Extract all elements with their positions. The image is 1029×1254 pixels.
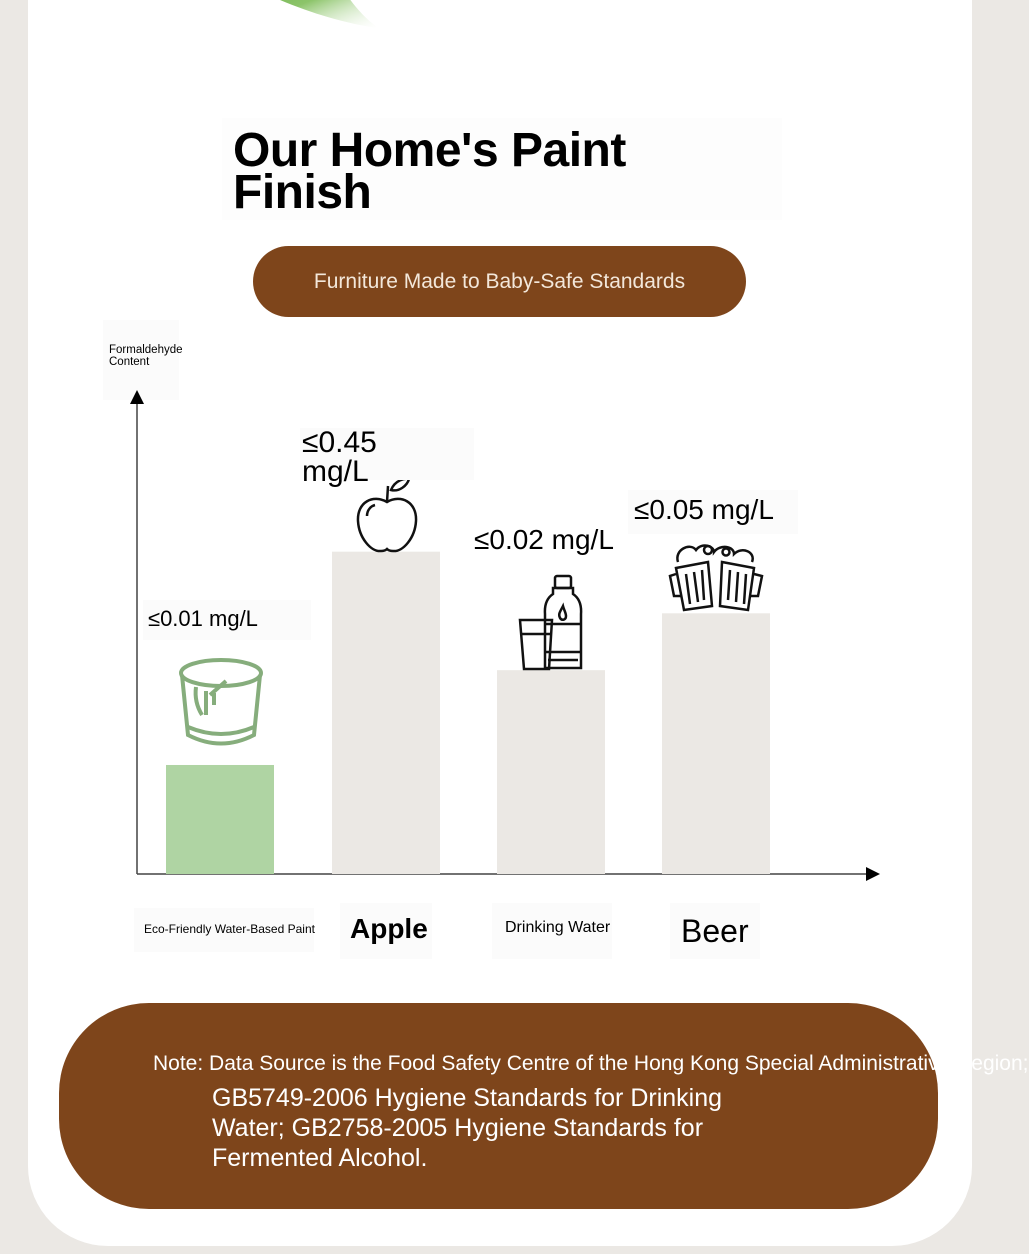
page-title: Our Home's Paint Finish: [233, 124, 626, 219]
value-label-1: ≤0.45 mg/L: [300, 428, 474, 480]
paint-bucket-icon: [181, 660, 261, 744]
subtitle-text: Furniture Made to Baby-Safe Standards: [313, 269, 686, 293]
bar-0: [166, 765, 274, 874]
bar-3: [662, 613, 770, 874]
bar-1: [332, 552, 440, 874]
note-box: [59, 1003, 1029, 1209]
category-label-2: Drinking Water: [492, 903, 612, 959]
apple-icon: [358, 479, 416, 551]
water-bottle-icon: [520, 576, 581, 669]
x-axis-arrow: [866, 867, 880, 881]
value-label-0: ≤0.01 mg/L: [143, 600, 311, 640]
category-label-3: Beer: [670, 903, 760, 959]
value-label-3: ≤0.05 mg/L: [628, 490, 798, 534]
bar-2: [497, 670, 605, 874]
beer-mugs-icon: [670, 546, 762, 610]
category-label-1: Apple: [340, 903, 432, 959]
note-line-1: Note: Data Source is the Food Safety Centre of the Hong Kong Special Administrative Region;: [153, 1052, 1029, 1075]
note-line-2: GB5749-2006 Hygiene Standards for Drinking Water; GB2758-2005 Hygiene Standards for Fermented Alcohol.: [212, 1084, 723, 1172]
y-axis-arrow: [130, 390, 144, 404]
y-axis-label: Formaldehyde Content: [109, 344, 183, 368]
value-label-2: ≤0.02 mg/L: [474, 524, 614, 555]
category-label-0: Eco-Friendly Water-Based Paint: [134, 908, 314, 952]
